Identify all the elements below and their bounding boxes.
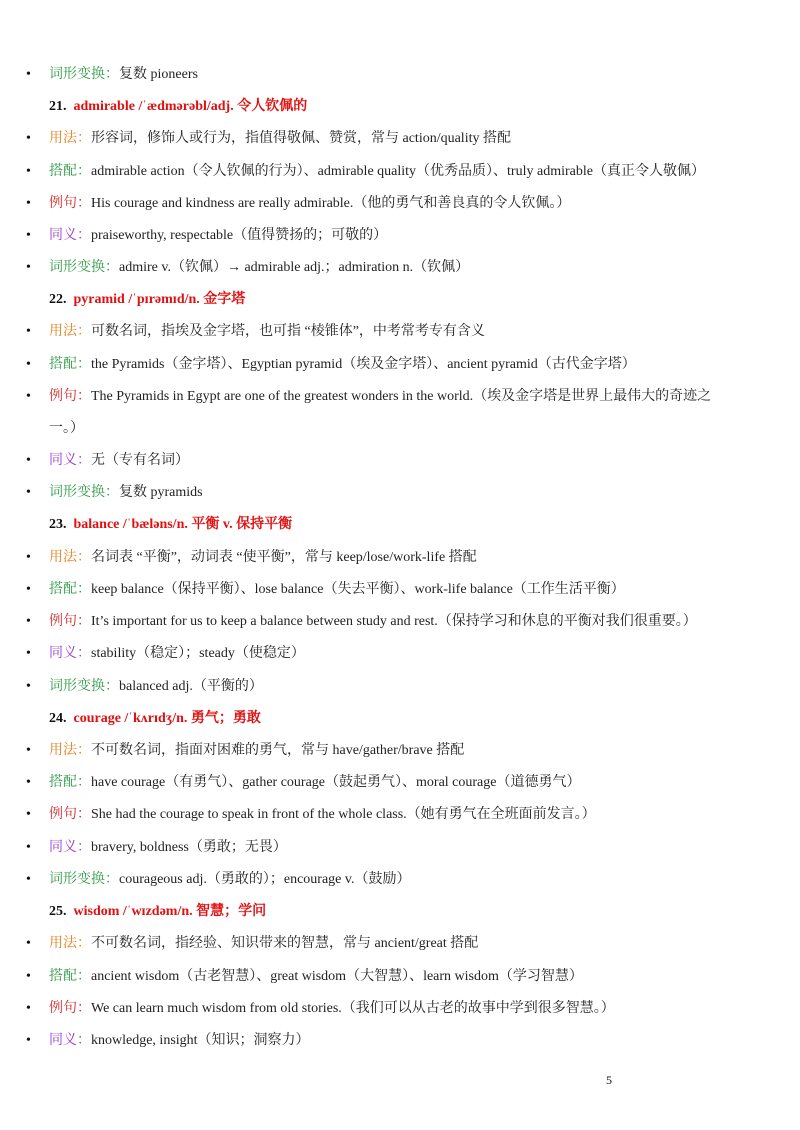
list-item: • 例句：His courage and kindness are really admirable.（他的勇气和善良真的令人钦佩。） xyxy=(26,196,571,211)
label-synonym: 同义 xyxy=(49,840,77,855)
item-text: 形容词，修饰人或行为，指值得敬佩、赞赏，常与 action/quality 搭配 xyxy=(91,131,511,146)
entry-number: 22. xyxy=(49,292,67,307)
list-item: • 搭配：admirable action（令人钦佩的行为）、admirable quality（优秀品质）、truly admirable（真正令人敬佩） xyxy=(26,164,705,179)
list-item: • 搭配：keep balance（保持平衡）、lose balance（失去平衡）、work-life balance（工作生活平衡） xyxy=(26,582,625,597)
label-usage: 用法 xyxy=(49,743,77,758)
list-item: • 同义：knowledge, insight（知识；洞察力） xyxy=(26,1033,310,1048)
label-synonym: 同义 xyxy=(49,228,77,243)
page-number: 5 xyxy=(606,1073,612,1087)
label-word-forms: 词形变换 xyxy=(49,679,105,694)
list-item: • 词形变换：balanced adj.（平衡的） xyxy=(26,679,263,694)
item-text: balanced adj.（平衡的） xyxy=(119,679,263,694)
item-text: His courage and kindness are really admirable.（他的勇气和善良真的令人钦佩。） xyxy=(91,196,571,211)
item-text: praiseworthy, respectable（值得赞扬的；可敬的） xyxy=(91,228,388,243)
label-word-forms: 词形变换 xyxy=(49,260,105,275)
item-text: 复数 pioneers xyxy=(119,67,198,82)
label-usage: 用法 xyxy=(49,131,77,146)
label-collocation: 搭配 xyxy=(49,582,77,597)
label-collocation: 搭配 xyxy=(49,775,77,790)
list-item: • 用法：不可数名词，指面对困难的勇气，常与 have/gather/brave 搭配 xyxy=(26,743,465,758)
list-item: • 同义：praiseworthy, respectable（值得赞扬的；可敬的） xyxy=(26,228,388,243)
item-text: courageous adj.（勇敢的）；encourage v.（鼓励） xyxy=(119,872,411,887)
label-word-forms: 词形变换 xyxy=(49,485,105,500)
label-collocation: 搭配 xyxy=(49,969,77,984)
label-example: 例句 xyxy=(49,196,77,211)
item-text: stability（稳定）；steady（使稳定） xyxy=(91,646,305,661)
entry-number: 23. xyxy=(49,517,67,532)
list-item: • 用法：可数名词，指埃及金字塔，也可指 “棱锥体”，中考常考专有含义 xyxy=(26,324,485,339)
list-item: • 同义：bravery, boldness（勇敢；无畏） xyxy=(26,840,287,855)
label-usage: 用法 xyxy=(49,550,77,565)
item-text: admire v.（钦佩）→ admirable adj.；admiration n.（钦佩） xyxy=(119,260,470,275)
list-item: • 词形变换：courageous adj.（勇敢的）；encourage v.（鼓励） xyxy=(26,872,411,887)
label-usage: 用法 xyxy=(49,936,77,951)
entry-heading xyxy=(49,509,789,541)
label-example: 例句 xyxy=(49,1001,77,1016)
item-text: 无（专有名词） xyxy=(91,453,189,468)
label-example: 例句 xyxy=(49,807,77,822)
label-word-forms: 词形变换 xyxy=(49,67,105,82)
item-text: We can learn much wisdom from old stories.（我们可以从古老的故事中学到很多智慧。） xyxy=(91,1001,615,1016)
list-item: • 用法：形容词，修饰人或行为，指值得敬佩、赞赏，常与 action/quality 搭配 xyxy=(26,131,511,146)
label-collocation: 搭配 xyxy=(49,164,77,179)
list-item: • 例句：It’s important for us to keep a balance between study and rest.（保持学习和休息的平衡对我们很重要。） xyxy=(26,614,697,629)
list-item: • 用法：名词表 “平衡”，动词表 “使平衡”，常与 keep/lose/work-life 搭配 xyxy=(26,550,477,565)
item-text: admirable action（令人钦佩的行为）、admirable quality（优秀品质）、truly admirable（真正令人敬佩） xyxy=(91,164,705,179)
entry-heading xyxy=(49,896,789,928)
item-text: She had the courage to speak in front of the whole class.（她有勇气在全班面前发言。） xyxy=(91,807,596,822)
entry-number: 21. xyxy=(49,99,67,114)
label-synonym: 同义 xyxy=(49,453,77,468)
item-text: the Pyramids（金字塔）、Egyptian pyramid（埃及金字塔）、ancient pyramid（古代金字塔） xyxy=(91,357,636,372)
entry-word: balance /ˈbæləns/n. 平衡 v. 保持平衡 xyxy=(73,517,293,532)
entry-heading xyxy=(49,284,789,316)
list-item: • 同义：stability（稳定）；steady（使稳定） xyxy=(26,646,305,661)
entry-number: 24. xyxy=(49,711,67,726)
entry-heading xyxy=(49,91,789,123)
bullet: • xyxy=(26,67,31,82)
item-text: have courage（有勇气）、gather courage（鼓起勇气）、moral courage（道德勇气） xyxy=(91,775,581,790)
entry-word: admirable /ˈædmərəbl/adj. 令人钦佩的 xyxy=(73,99,308,114)
label-word-forms: 词形变换 xyxy=(49,872,105,887)
item-text: 不可数名词，指面对困难的勇气，常与 have/gather/brave 搭配 xyxy=(91,743,465,758)
entry-number: 25. xyxy=(49,904,67,919)
list-item: • 同义：无（专有名词） xyxy=(26,453,189,468)
list-item: • 词形变换：admire v.（钦佩）→ admirable adj.；admiration n.（钦佩） xyxy=(26,260,470,275)
item-text: knowledge, insight（知识；洞察力） xyxy=(91,1033,310,1048)
item-text: 不可数名词，指经验、知识带来的智慧，常与 ancient/great 搭配 xyxy=(91,936,479,951)
list-item: • 例句：We can learn much wisdom from old stories.（我们可以从古老的故事中学到很多智慧。） xyxy=(26,1001,615,1016)
label-synonym: 同义 xyxy=(49,646,77,661)
list-item: • 搭配：ancient wisdom（古老智慧）、great wisdom（大智慧）、learn wisdom（学习智慧） xyxy=(26,969,583,984)
entry-word: wisdom /ˈwɪzdəm/n. 智慧；学问 xyxy=(73,904,267,919)
list-item: • 词形变换：复数 pyramids xyxy=(26,485,203,500)
item-text: 复数 pyramids xyxy=(119,485,203,500)
list-item: • 词形变换：复数 pioneers xyxy=(0,59,800,91)
list-item: • 搭配：the Pyramids（金字塔）、Egyptian pyramid（埃及金字塔）、ancient pyramid（古代金字塔） xyxy=(26,357,636,372)
item-text: 可数名词，指埃及金字塔，也可指 “棱锥体”，中考常考专有含义 xyxy=(91,324,485,339)
label-usage: 用法 xyxy=(49,324,77,339)
label-synonym: 同义 xyxy=(49,1033,77,1048)
label-example: 例句 xyxy=(49,614,77,629)
item-text: The Pyramids in Egypt are one of the greatest wonders in the world.（埃及金字塔是世界上最伟大的奇迹之 xyxy=(91,389,712,404)
label-example: 例句 xyxy=(49,389,77,404)
item-text: ancient wisdom（古老智慧）、great wisdom（大智慧）、learn wisdom（学习智慧） xyxy=(91,969,583,984)
list-item: • 例句：She had the courage to speak in front of the whole class.（她有勇气在全班面前发言。） xyxy=(26,807,596,822)
entry-heading xyxy=(49,703,789,735)
item-text: bravery, boldness（勇敢；无畏） xyxy=(91,840,287,855)
list-item: • 例句：The Pyramids in Egypt are one of the greatest wonders in the world.（埃及金字塔是世界上最伟大的奇迹之 xyxy=(26,389,712,404)
entry-word: courage /ˈkʌrɪdʒ/n. 勇气；勇敢 xyxy=(73,711,261,726)
continuation-text: 一。） xyxy=(49,421,84,436)
entry-word: pyramid /ˈpɪrəmɪd/n. 金字塔 xyxy=(73,292,246,307)
item-text: 名词表 “平衡”，动词表 “使平衡”，常与 keep/lose/work-life 搭配 xyxy=(91,550,477,565)
item-text: It’s important for us to keep a balance between study and rest.（保持学习和休息的平衡对我们很重要。） xyxy=(91,614,697,629)
item-text: keep balance（保持平衡）、lose balance（失去平衡）、work-life balance（工作生活平衡） xyxy=(91,582,625,597)
label-collocation: 搭配 xyxy=(49,357,77,372)
list-item: • 用法：不可数名词，指经验、知识带来的智慧，常与 ancient/great 搭配 xyxy=(26,936,479,951)
list-item: • 搭配：have courage（有勇气）、gather courage（鼓起勇气）、moral courage（道德勇气） xyxy=(26,775,581,790)
